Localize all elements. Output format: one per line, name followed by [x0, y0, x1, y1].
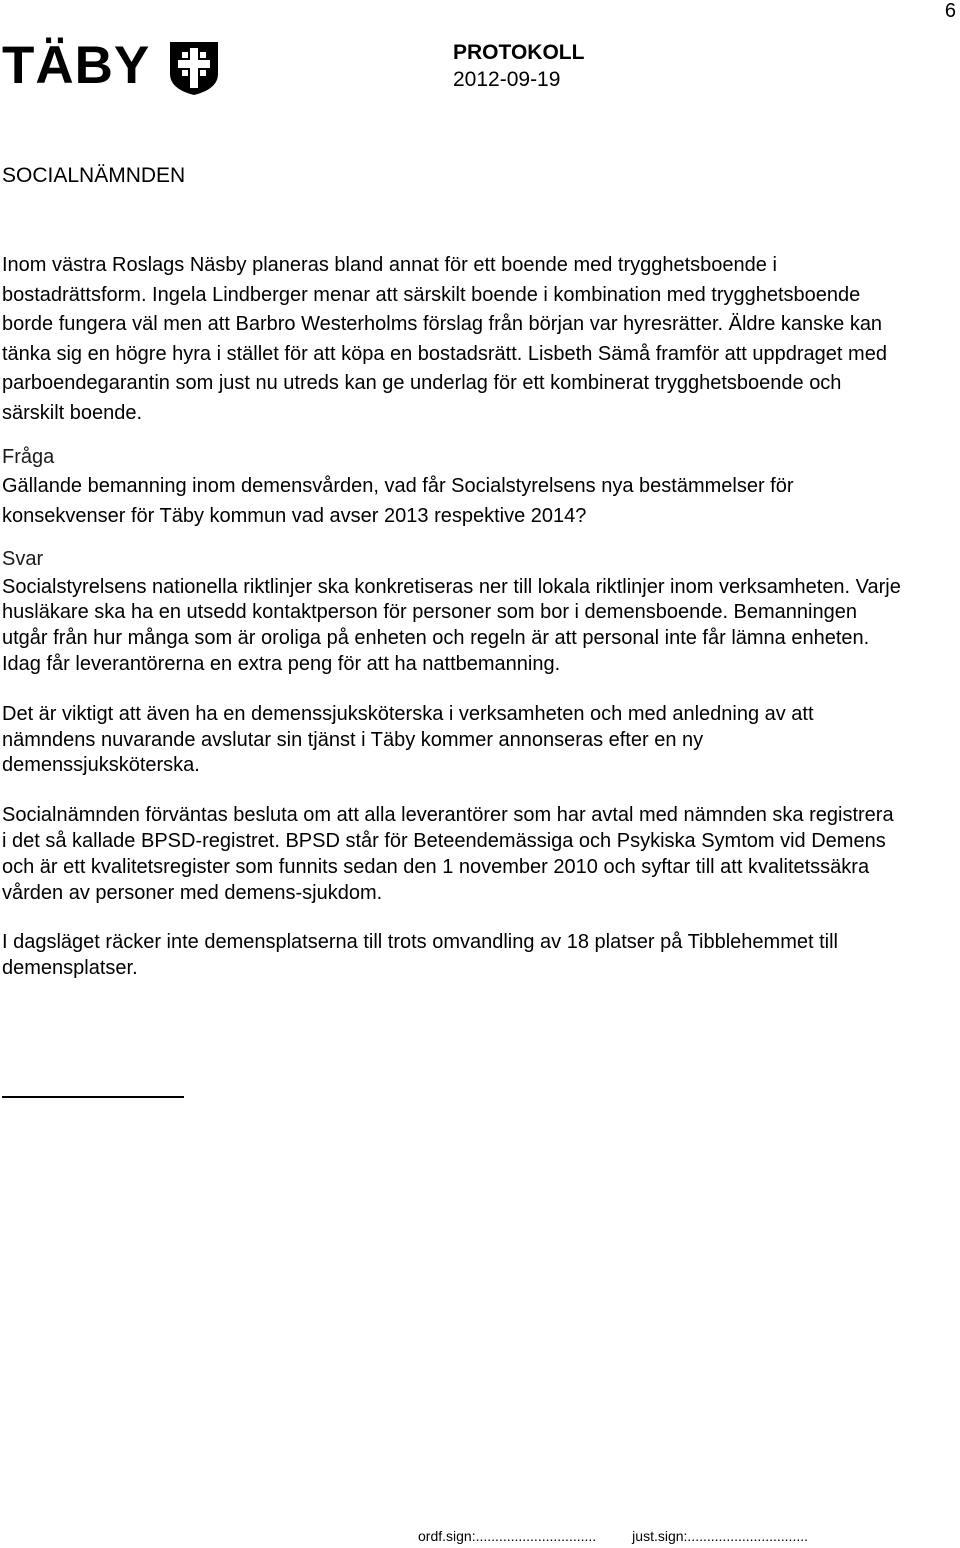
question-text: Gällande bemanning inom demensvården, vad får Socialstyrelsens nya bestämmelser för konsekvenser för Täby kommun vad avser 2013 respektive 2014? — [2, 475, 794, 527]
document-date: 2012-09-19 — [453, 68, 561, 91]
adjuster-signature: just.sign:............................... — [632, 1528, 808, 1544]
paragraph-housing: Inom västra Roslags Näsby planeras bland annat för ett boende med trygghetsboende i bostadrättsform. Ingela Lindberger menar att särskilt boende i kombination med trygghetsboende borde fungera väl men att Barbro Westerholms förslag från början var hyresrätter. Äldre kanske kan tänka sig en högre hyra i stället för att köpa en bostadsrätt. Lisbeth Sämå framför att uppdraget med parboendegarantin som just nu utreds kan ge underlag för ett kombinerat trygghetsboende och särskilt boende. — [2, 254, 887, 424]
taby-shield-icon — [168, 40, 220, 96]
end-rule — [2, 1096, 184, 1098]
answer-heading: Svar — [2, 548, 44, 571]
answer-text: Socialstyrelsens nationella riktlinjer ska konkretiseras ner till lokala riktlinjer inom verksamheten. Varje husläkare ska ha en utsedd kontaktperson för personer som bor i demensboende. Bemanningen utgår från hur många som är oroliga på enheten och regeln är att personal inte får lämna enheten. Idag får leverantörerna en extra peng för att ha nattbemanning. — [2, 575, 901, 675]
document-header — [453, 40, 584, 94]
page-number: 6 — [944, 0, 956, 22]
chair-signature: ordf.sign:............................... — [418, 1528, 597, 1544]
document-title: PROTOKOLL — [453, 41, 585, 64]
logo-wordmark: TÄBY — [2, 36, 151, 95]
question-heading: Fråga — [2, 445, 55, 468]
document-body — [2, 251, 902, 982]
taby-logo — [2, 36, 220, 96]
paragraph-nurse: Det är viktigt att även ha en demenssjuksköterska i verksamheten och med anledning av att nämndens nuvarande avslutar sin tjänst i Täby kommer annonseras efter en ny demenssjuksköterska. — [2, 702, 814, 777]
signature-footer — [418, 1528, 808, 1544]
paragraph-dementia-places: I dagsläget räcker inte demensplatserna till trots omvandling av 18 platser på Tibblehemmet till demensplatser. — [2, 931, 838, 980]
paragraph-bpsd: Socialnämnden förväntas besluta om att alla leverantörer som har avtal med nämnden ska registrera i det så kallade BPSD-registret. BPSD står för Beteendemässiga och Psykiska Symtom vid Demens och är ett kvalitetsregister som funnits sedan den 1 november 2010 och syftar till att kvalitetssäkra vården av personer med demens-sjukdom. — [2, 804, 894, 904]
committee-name: SOCIALNÄMNDEN — [2, 164, 186, 187]
